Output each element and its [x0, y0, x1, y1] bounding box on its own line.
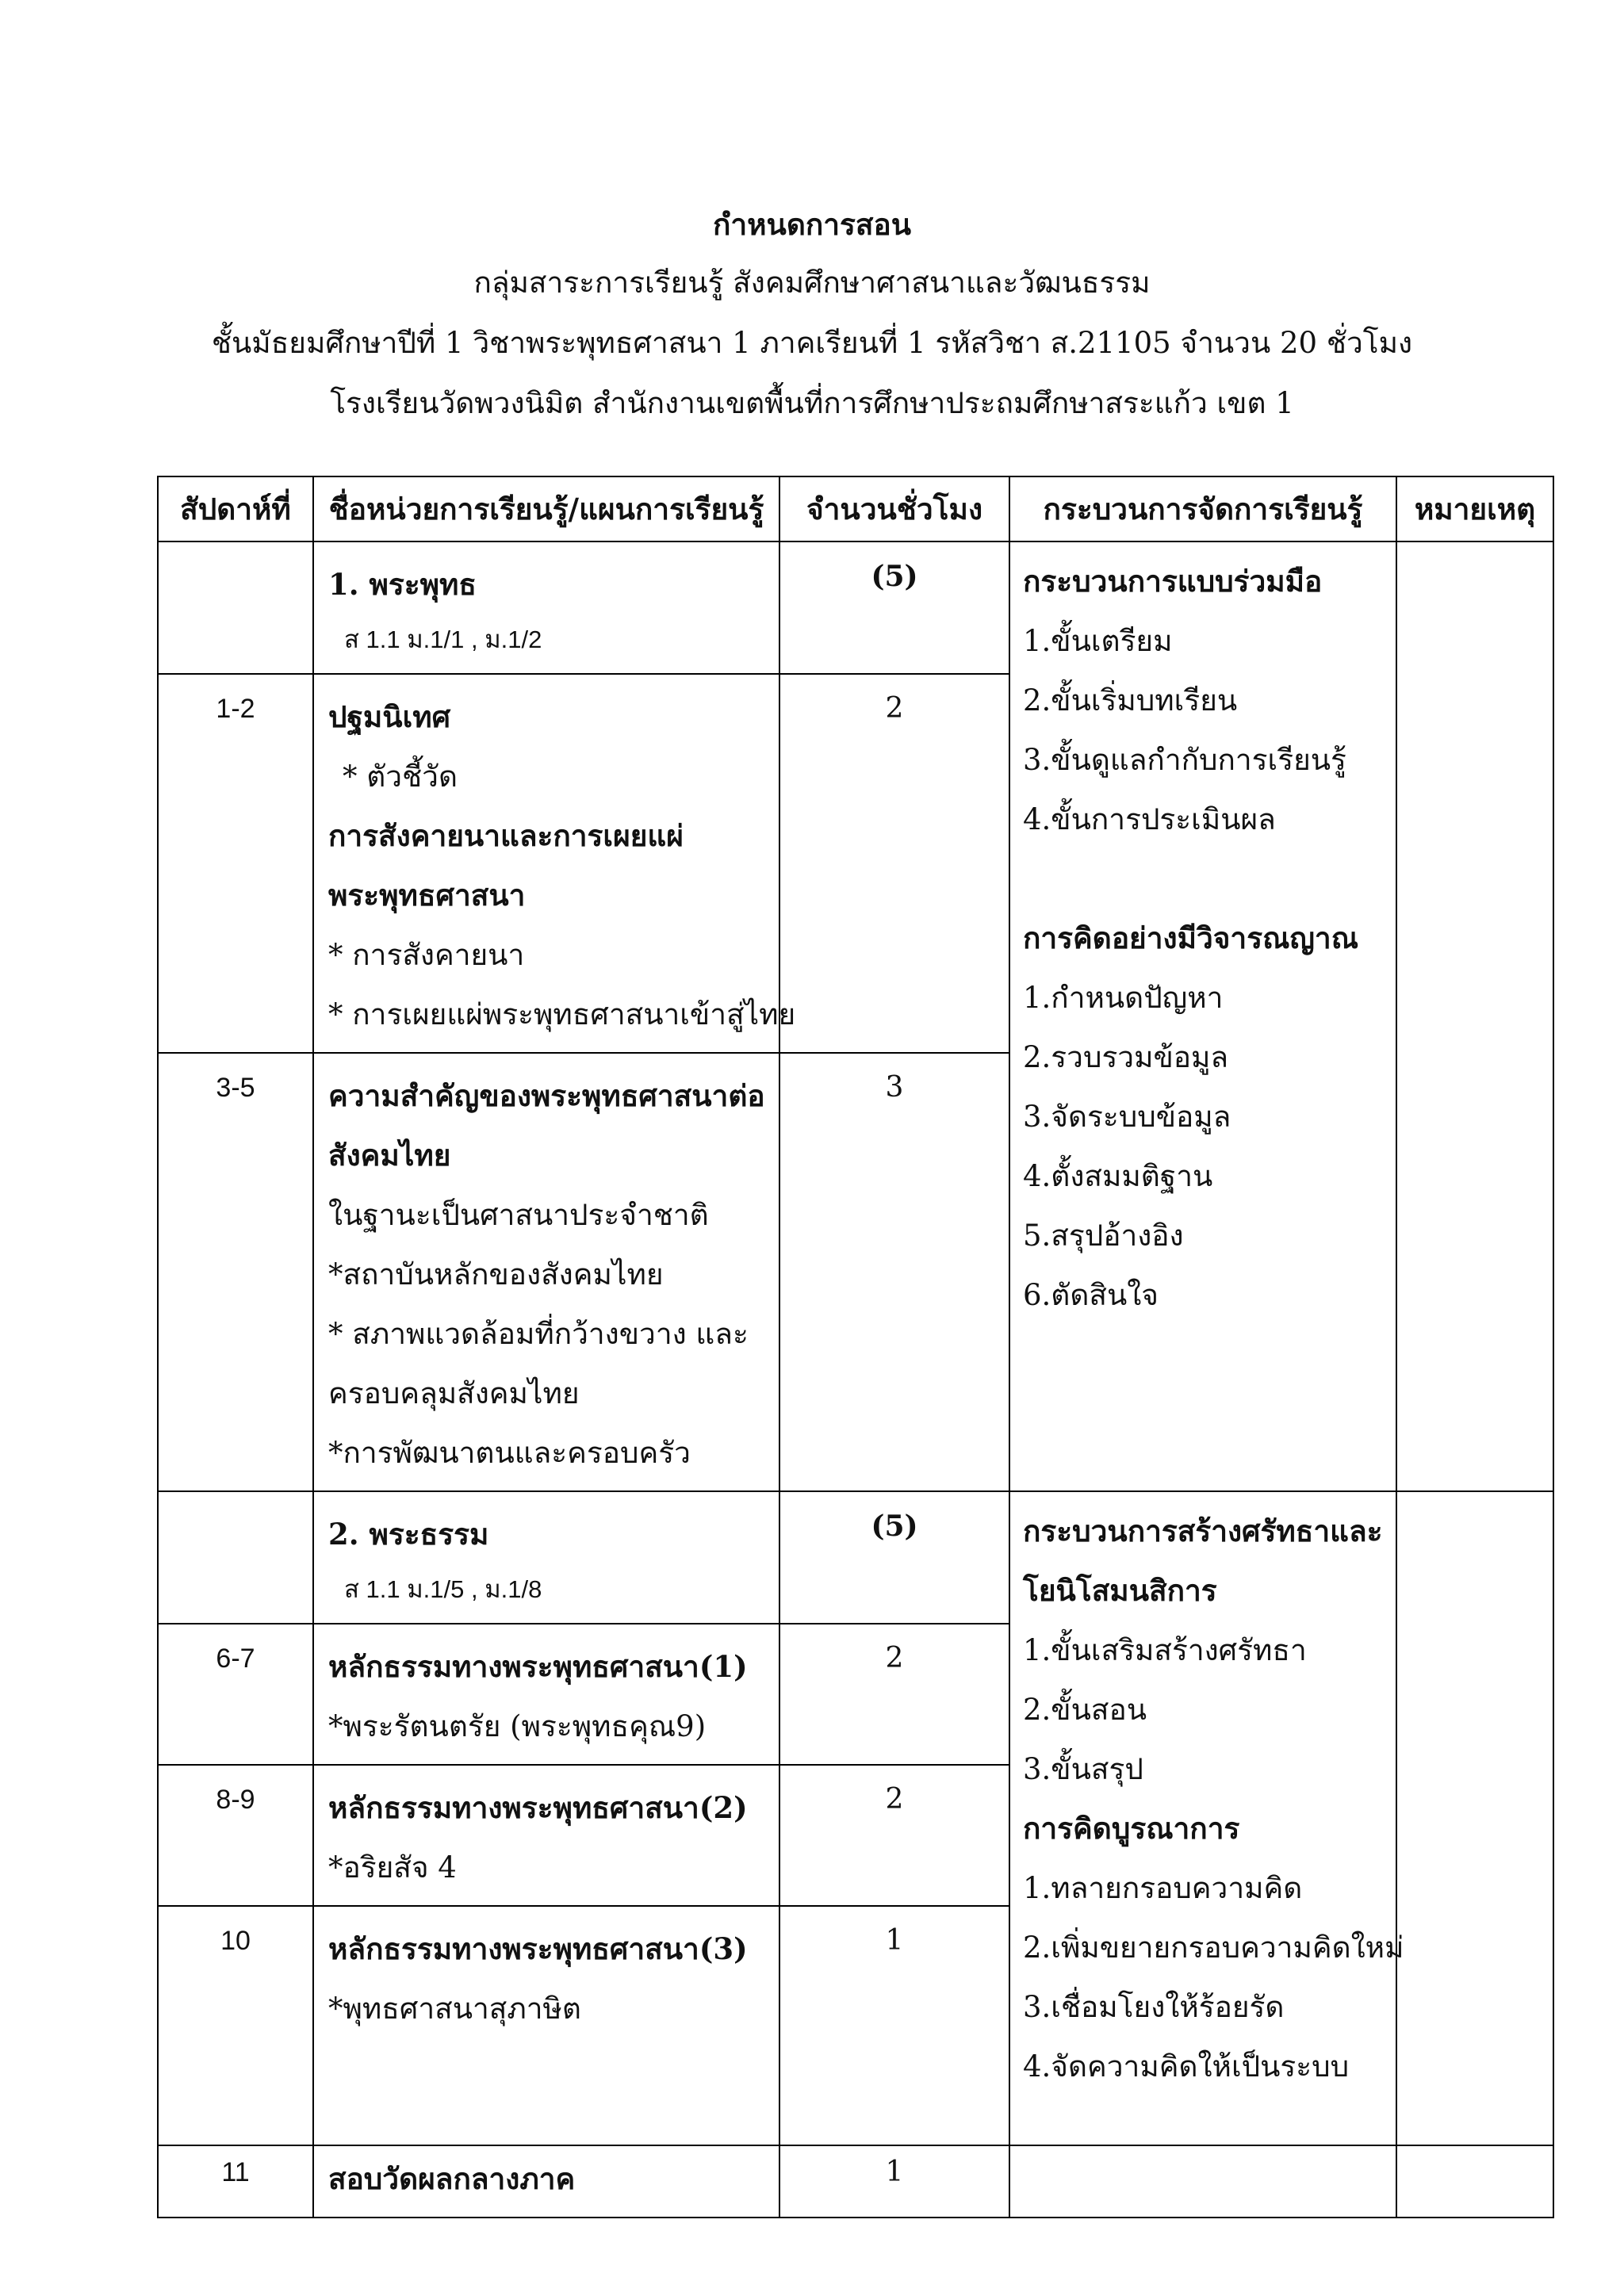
- process-step: 3.เชื่อมโยงให้ร้อยรัด: [1023, 1990, 1285, 2024]
- hours-cell: 2: [779, 674, 1009, 1053]
- lesson-item: * การเผยแผ่พระพุทธศาสนาเข้าสู่ไทย: [328, 997, 796, 1031]
- hours-cell: 1: [779, 2145, 1009, 2218]
- lesson-title: หลักธรรมทางพระพุทธศาสนา(3): [328, 1931, 748, 1966]
- process-heading: กระบวนการสร้างศรัทธาและ: [1023, 1513, 1383, 1548]
- process-step: 2.เพิ่มขยายกรอบความคิดใหม่: [1023, 1931, 1404, 1965]
- table-row: [158, 1491, 1553, 1624]
- column-header-process: กระบวนการจัดการเรียนรู้: [1009, 476, 1396, 541]
- process-step: 4.จัดความคิดให้เป็นระบบ: [1023, 2049, 1350, 2084]
- lesson-title: ปฐมนิเทศ: [328, 699, 451, 734]
- process-heading: การคิดบูรณาการ: [1023, 1811, 1240, 1846]
- process-cell: [1009, 1491, 1404, 2145]
- process-step: 5.สรุปอ้างอิง: [1023, 1219, 1184, 1253]
- school-info-line: โรงเรียนวัดพวงนิมิต สำนักงานเขตพื้นที่การศึกษาประถมศึกษาสระแก้ว เขต 1: [330, 386, 1294, 420]
- remarks-cell: [1396, 541, 1553, 1491]
- unit-title-cell: [313, 541, 779, 674]
- process-step: 1.ขั้นเสริมสร้างศรัทธา: [1023, 1633, 1307, 1667]
- column-header-hours: จำนวนชั่วโมง: [779, 476, 1009, 541]
- process-step: 4.ขั้นการประเมินผล: [1023, 802, 1276, 836]
- process-step: 1.ทลายกรอบความคิด: [1023, 1871, 1303, 1905]
- week-cell: 6-7: [158, 1624, 313, 1765]
- hours-cell: 1: [779, 1906, 1009, 2145]
- subject-group-line: กลุ่มสาระการเรียนรู้ สังคมศึกษาศาสนาและวัฒนธรรม: [473, 266, 1151, 300]
- week-cell: 3-5: [158, 1053, 313, 1491]
- lesson-cell: [313, 674, 796, 1053]
- table-header-row: [158, 476, 1553, 541]
- table-row: [158, 2145, 1553, 2218]
- remarks-cell: [1396, 2145, 1553, 2218]
- lesson-cell: [313, 1624, 779, 1765]
- process-step: 3.จัดระบบข้อมูล: [1023, 1100, 1231, 1134]
- lesson-title: ความสำคัญของพระพุทธศาสนาต่อ: [328, 1078, 765, 1113]
- week-cell: 11: [158, 2145, 313, 2218]
- lesson-item: *สถาบันหลักของสังคมไทย: [328, 1257, 664, 1292]
- lesson-title: พระพุทธศาสนา: [328, 878, 526, 913]
- hours-cell: (5): [779, 1491, 1009, 1624]
- course-info-line: ชั้นมัธยมศึกษาปีที่ 1 วิชาพระพุทธศาสนา 1 ภาคเรียนที่ 1 รหัสวิชา ส.21105 จำนวน 20 ชั่วโมง: [211, 326, 1413, 360]
- lesson-item: * สภาพแวดล้อมที่กว้างขวาง และ: [328, 1317, 749, 1351]
- process-heading: โยนิโสมนสิการ: [1023, 1573, 1217, 1608]
- hours-cell: (5): [779, 541, 1009, 674]
- lesson-item: ครอบคลุมสังคมไทย: [328, 1376, 580, 1410]
- lesson-title: หลักธรรมทางพระพุทธศาสนา(2): [328, 1790, 748, 1825]
- process-step: 3.ขั้นดูแลกำกับการเรียนรู้: [1023, 743, 1346, 777]
- schedule-table: [157, 476, 1554, 2218]
- lesson-item: * ตัวชี้วัด: [343, 760, 458, 794]
- process-step: 1.ขั้นเตรียม: [1023, 624, 1173, 658]
- unit-title: 2. พระธรรม: [328, 1517, 489, 1552]
- document-title: กำหนดการสอน: [712, 207, 912, 242]
- process-step: 2.ขั้นเริ่มบทเรียน: [1023, 683, 1238, 718]
- process-cell: [1009, 2145, 1396, 2218]
- hours-cell: 2: [779, 1765, 1009, 1906]
- lesson-item: *การพัฒนาตนและครอบครัว: [328, 1436, 691, 1470]
- week-cell: 10: [158, 1906, 313, 2145]
- lesson-cell: [313, 1765, 779, 1906]
- process-heading: กระบวนการแบบร่วมมือ: [1023, 564, 1323, 599]
- week-cell: [158, 541, 313, 674]
- lesson-item: *พระรัตนตรัย (พระพุทธคุณ9): [328, 1709, 707, 1743]
- hours-cell: 2: [779, 1624, 1009, 1765]
- table-row: [158, 541, 1553, 674]
- hours-cell: 3: [779, 1053, 1009, 1491]
- week-cell: [158, 1491, 313, 1624]
- lesson-title: หลักธรรมทางพระพุทธศาสนา(1): [328, 1649, 748, 1684]
- lesson-item: ในฐานะเป็นศาสนาประจำชาติ: [328, 1198, 709, 1232]
- process-step: 4.ตั้งสมมติฐาน: [1023, 1159, 1213, 1193]
- lesson-title: สังคมไทย: [328, 1138, 451, 1173]
- unit-indicators: ส 1.1 ม.1/5 , ม.1/8: [344, 1575, 542, 1603]
- process-step: 3.ขั้นสรุป: [1023, 1752, 1143, 1786]
- process-spacer: [1023, 849, 1388, 909]
- unit-title-cell: [313, 1491, 779, 1624]
- lesson-item: *อริยสัจ 4: [328, 1850, 457, 1885]
- unit-title: 1. พระพุทธ: [328, 567, 477, 602]
- unit-indicators: ส 1.1 ม.1/1 , ม.1/2: [344, 626, 542, 653]
- lesson-cell: [313, 1053, 779, 1491]
- process-heading: การคิดอย่างมีวิจารณญาณ: [1023, 920, 1359, 955]
- lesson-title: การสังคายนาและการเผยแผ่: [328, 818, 684, 853]
- process-cell: [1009, 541, 1396, 1491]
- lesson-item: * การสังคายนา: [328, 938, 525, 972]
- process-step: 2.รวบรวมข้อมูล: [1023, 1040, 1229, 1074]
- lesson-cell: [313, 1906, 779, 2145]
- lesson-title: สอบวัดผลกลางภาค: [328, 2161, 576, 2196]
- process-step: 6.ตัดสินใจ: [1023, 1278, 1159, 1312]
- remarks-cell: [1396, 1491, 1553, 2145]
- process-step: 2.ขั้นสอน: [1023, 1693, 1147, 1727]
- week-cell: 8-9: [158, 1765, 313, 1906]
- column-header-remarks: หมายเหตุ: [1396, 476, 1553, 541]
- column-header-unit: ชื่อหน่วยการเรียนรู้/แผนการเรียนรู้: [313, 476, 779, 541]
- lesson-item: *พุทธศาสนาสุภาษิต: [328, 1992, 581, 2026]
- lesson-cell: [313, 2145, 779, 2218]
- process-step: 1.กำหนดปัญหา: [1023, 981, 1224, 1015]
- week-cell: 1-2: [158, 674, 313, 1053]
- column-header-week: สัปดาห์ที่: [158, 476, 313, 541]
